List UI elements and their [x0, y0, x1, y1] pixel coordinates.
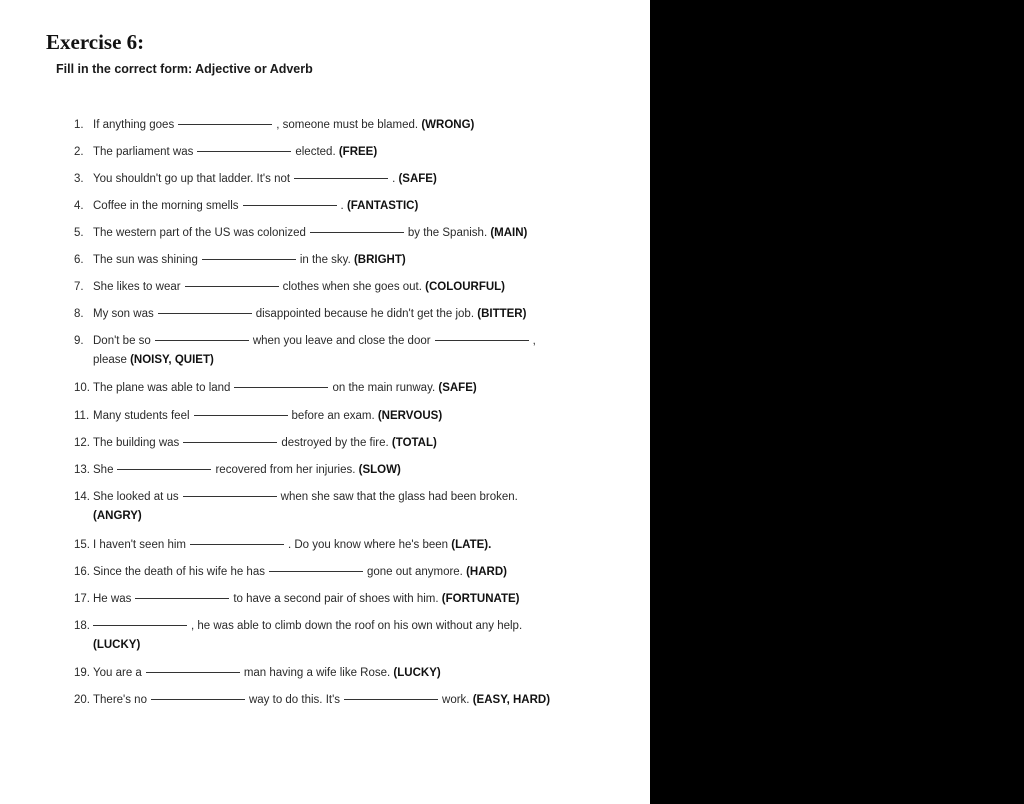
item-text: Many students feel	[93, 410, 190, 422]
item-text: . Do you know where he's been	[287, 539, 449, 551]
word-hint: (LATE).	[451, 539, 492, 551]
exercise-item-3	[74, 170, 614, 189]
exercise-item-15	[74, 536, 614, 555]
item-number: 20.	[74, 694, 90, 706]
item-text: She looked at us	[93, 491, 179, 503]
answer-blank	[202, 258, 296, 260]
word-hint: (BITTER)	[477, 308, 527, 320]
exercise-item-2	[74, 143, 614, 162]
item-number: 10.	[74, 382, 90, 394]
item-number: 5.	[74, 227, 84, 239]
answer-blank	[234, 386, 328, 388]
item-text: If anything goes	[93, 119, 175, 131]
item-number: 1.	[74, 119, 84, 131]
item-text: The parliament was	[93, 146, 194, 158]
exercise-item-1	[74, 116, 614, 135]
exercise-item-17	[74, 590, 614, 609]
exercise-item-14	[74, 488, 614, 526]
item-number: 16.	[74, 566, 90, 578]
item-text: when you leave and close the door	[252, 335, 431, 347]
item-number: 3.	[74, 173, 84, 185]
item-text: Since the death of his wife he has	[93, 566, 265, 578]
exercise-item-20	[74, 691, 614, 710]
word-hint: (WRONG)	[421, 119, 475, 131]
item-text: gone out anymore.	[366, 566, 463, 578]
answer-blank	[183, 495, 277, 497]
item-number: 19.	[74, 667, 90, 679]
word-hint: (COLOURFUL)	[425, 281, 505, 293]
item-text: I haven't seen him	[93, 539, 186, 551]
answer-blank	[93, 624, 187, 626]
answer-blank	[190, 543, 284, 545]
item-text: The plane was able to land	[93, 382, 231, 394]
item-text: You shouldn't go up that ladder. It's not	[93, 173, 291, 185]
exercise-item-5	[74, 224, 614, 243]
item-text: to have a second pair of shoes with him.	[233, 593, 439, 605]
exercise-item-6	[74, 251, 614, 270]
answer-blank	[243, 204, 337, 206]
word-hint: (SAFE)	[438, 382, 477, 394]
item-text: please	[93, 354, 127, 366]
item-text: man having a wife like Rose.	[243, 667, 391, 679]
word-hint: (SLOW)	[358, 464, 401, 476]
item-text: clothes when she goes out.	[282, 281, 422, 293]
item-text: She	[93, 464, 114, 476]
item-text: Don't be so	[93, 335, 151, 347]
item-text: disappointed because he didn't get the job.	[255, 308, 475, 320]
answer-blank	[135, 597, 229, 599]
word-hint: (MAIN)	[490, 227, 528, 239]
item-text: way to do this. It's	[248, 694, 341, 706]
item-text: You are a	[93, 667, 142, 679]
word-hint: (NERVOUS)	[377, 410, 443, 422]
exercise-item-18	[74, 617, 614, 655]
answer-blank	[117, 468, 211, 470]
exercise-item-8	[74, 305, 614, 324]
item-number: 4.	[74, 200, 84, 212]
answer-blank	[344, 698, 438, 700]
word-hint: (EASY, HARD)	[472, 694, 551, 706]
answer-blank	[183, 441, 277, 443]
word-hint: (LUCKY)	[393, 667, 441, 679]
item-text: when she saw that the glass had been broken.	[280, 491, 518, 503]
item-text: , he was able to climb down the roof on his own without any help.	[191, 620, 523, 632]
item-number: 18.	[74, 620, 90, 632]
item-number: 7.	[74, 281, 84, 293]
item-text: .	[392, 173, 396, 185]
exercise-instructions: Fill in the correct form: Adjective or Adverb	[56, 62, 313, 76]
exercise-item-4	[74, 197, 614, 216]
item-number: 14.	[74, 491, 90, 503]
item-text: There's no	[93, 694, 147, 706]
item-text: work.	[442, 694, 470, 706]
item-text: elected.	[295, 146, 336, 158]
item-text: The sun was shining	[93, 254, 198, 266]
word-hint: (NOISY, QUIET)	[130, 354, 214, 366]
answer-blank	[146, 671, 240, 673]
item-text: The western part of the US was colonized	[93, 227, 306, 239]
answer-blank	[310, 231, 404, 233]
word-hint: (BRIGHT)	[353, 254, 406, 266]
answer-blank	[197, 150, 291, 152]
answer-blank	[158, 312, 252, 314]
exercise-title: Exercise 6:	[46, 30, 145, 54]
word-hint: (ANGRY)	[93, 510, 142, 522]
word-hint: (SAFE)	[398, 173, 437, 185]
item-number: 13.	[74, 464, 90, 476]
item-number: 12.	[74, 437, 90, 449]
answer-blank	[185, 285, 279, 287]
exercise-item-9	[74, 332, 614, 370]
item-text: before an exam.	[291, 410, 375, 422]
exercise-item-13	[74, 461, 614, 480]
item-text: He was	[93, 593, 132, 605]
item-number: 11.	[74, 410, 90, 422]
item-text: ,	[532, 335, 536, 347]
item-number: 9.	[74, 335, 84, 347]
answer-blank	[178, 123, 272, 125]
exercise-item-16	[74, 563, 614, 582]
item-text: She likes to wear	[93, 281, 181, 293]
item-text: My son was	[93, 308, 154, 320]
exercise-item-7	[74, 278, 614, 297]
word-hint: (LUCKY)	[93, 639, 141, 651]
item-text: by the Spanish.	[407, 227, 488, 239]
exercise-item-19	[74, 664, 614, 683]
item-number: 15.	[74, 539, 90, 551]
exercise-item-12	[74, 434, 614, 453]
black-background-panel	[650, 0, 1024, 804]
exercise-item-11	[74, 407, 614, 426]
word-hint: (FANTASTIC)	[346, 200, 419, 212]
item-text: Coffee in the morning smells	[93, 200, 239, 212]
answer-blank	[435, 339, 529, 341]
word-hint: (FORTUNATE)	[441, 593, 520, 605]
item-text: in the sky.	[299, 254, 351, 266]
word-hint: (TOTAL)	[391, 437, 437, 449]
word-hint: (FREE)	[338, 146, 378, 158]
item-text: .	[340, 200, 344, 212]
answer-blank	[269, 570, 363, 572]
word-hint: (HARD)	[466, 566, 507, 578]
exercise-item-10	[74, 379, 614, 398]
item-text: , someone must be blamed.	[276, 119, 419, 131]
item-number: 2.	[74, 146, 84, 158]
item-number: 6.	[74, 254, 84, 266]
item-text: on the main runway.	[332, 382, 436, 394]
answer-blank	[194, 414, 288, 416]
item-text: The building was	[93, 437, 180, 449]
answer-blank	[155, 339, 249, 341]
answer-blank	[151, 698, 245, 700]
item-number: 17.	[74, 593, 90, 605]
item-text: recovered from her injuries.	[215, 464, 356, 476]
item-text: destroyed by the fire.	[281, 437, 389, 449]
answer-blank	[294, 177, 388, 179]
item-number: 8.	[74, 308, 84, 320]
